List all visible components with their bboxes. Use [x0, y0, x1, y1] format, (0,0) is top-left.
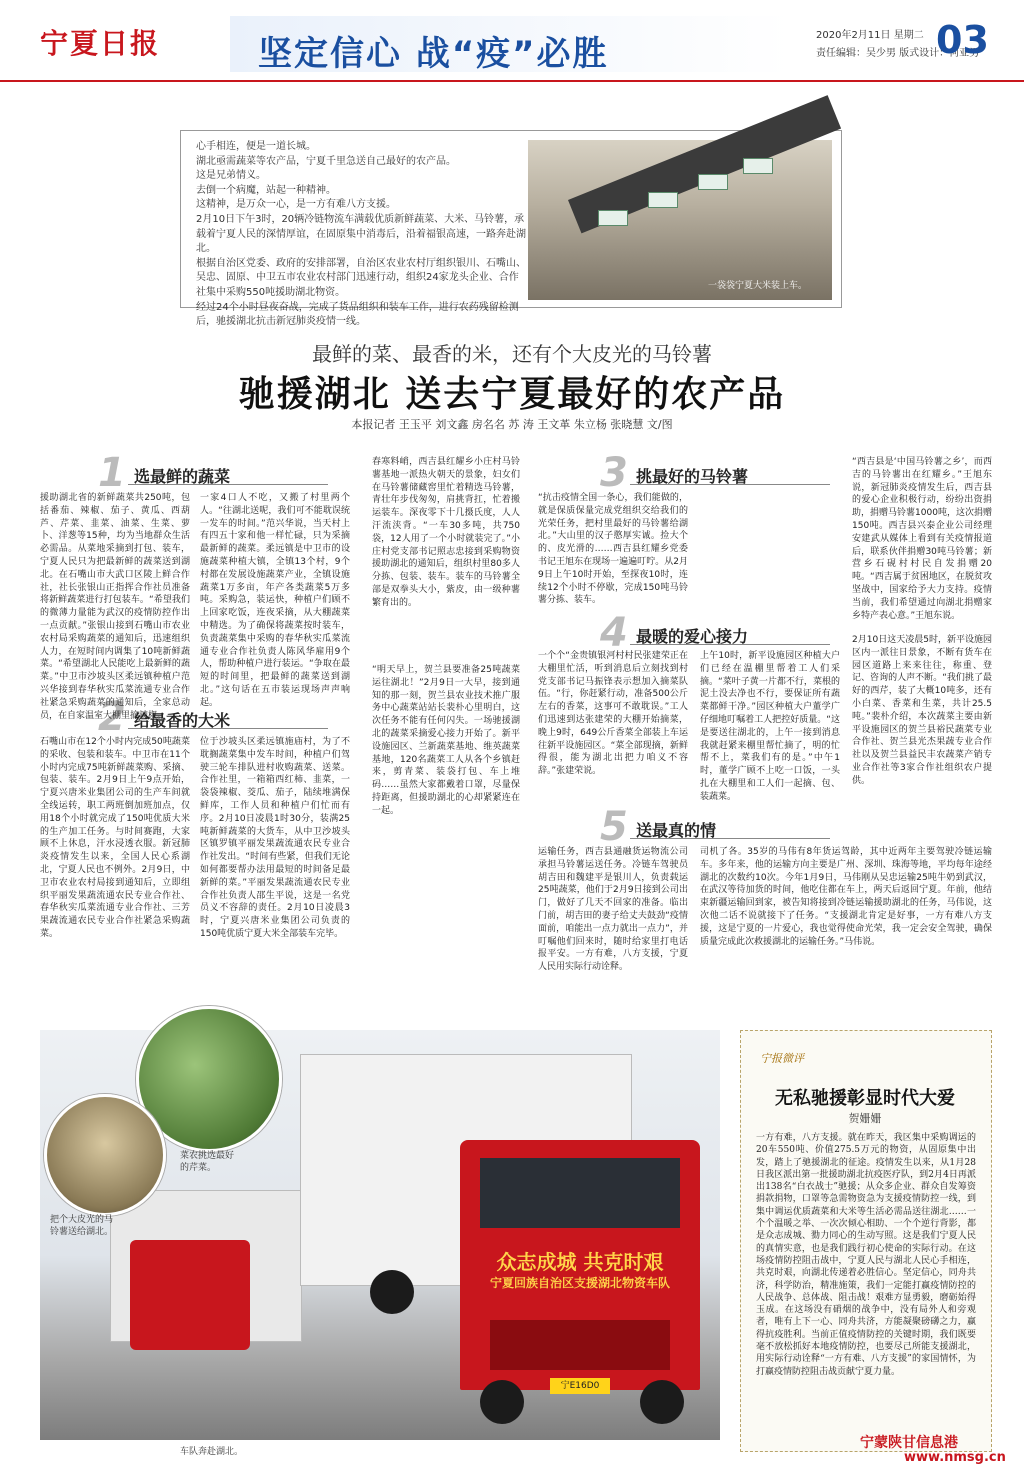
photo-caption: 车队奔赴湖北。 [180, 1447, 244, 1457]
truck-wheel [640, 1380, 684, 1424]
truck-wheel [480, 1380, 524, 1424]
watermark-title: 宁蒙陕甘信息港 [860, 1435, 958, 1451]
truck-wheel [370, 1270, 414, 1314]
commentary-text: 一方有难，八方支援。就在昨天，我区集中采购调运的20车550吨、价值275.5万元的物资，从固原集中出发，踏上了驰援湖北的征途。疫情发生以来，从1月28日我区派出第一批援助湖北抗疫医疗队，到2月4日再派出138名“白衣战士”驰援；从众多企业、群众自发筹资捐款捐物，口罩等急需物资急为支援疫情防控一线，到集中调运优质蔬菜和大米等生活必需品送往湖北……一个个温暖之举、一次次倾心相助、一个个逆行背影，都是众志成城、勠力同心的生动写照。这是我们宁夏人民的真情实意，也是我们践行初心使命的实际行动。在这场疫情防控阻击战中，宁夏人民与湖北人民心手相连，共克时艰，向湖北传递着必胜信心。坚定信心，同舟共济，科学防治，精准施策，我们一定能打赢疫情防控的人民战争、总体战、阻击战！艰难方显勇毅，磨砺始得玉成。在这场没有硝烟的战争中，没有局外人和旁观者，唯有上下一心、同舟共济，方能凝聚磅礴之力，赢得抗疫胜利。当前正值疫情防控的关键时期，我们既要毫不放松抓好本地疫情防控，也要尽己所能支援湖北，用实际行动诠释“一方有难、八方支援”的家国情怀，为打赢疫情防控阻击战贡献宁夏力量。 [756, 1133, 976, 1377]
section-title: 选最鲜的蔬菜 [134, 467, 231, 486]
photo-caption: 菜农挑选最好的芹菜。 [180, 1151, 235, 1173]
newspaper-logo: 宁夏日报 [40, 27, 161, 60]
conveyor-photo [528, 140, 832, 300]
section-rule [128, 728, 328, 729]
article-byline: 本报记者 王玉平 刘文鑫 房名名 苏 涛 王文革 朱立杨 张晓慧 文/图 [351, 418, 673, 431]
commentary-title: 无私驰援彰显时代大爱 [775, 1088, 955, 1109]
section-number: 1 [98, 450, 126, 496]
rice-bag [598, 210, 628, 226]
section-rule [630, 484, 830, 485]
article-subhead: 最鲜的菜、最香的米，还有个大皮光的马铃薯 [312, 342, 712, 366]
photo-caption: 一袋袋宁夏大米装上车。 [708, 281, 808, 291]
potato-worker-photo [44, 1094, 166, 1216]
section-head [600, 610, 840, 656]
rear-truck-cab [130, 1240, 250, 1350]
page-banner-title: 坚定信心 战“疫”必胜 [258, 34, 609, 74]
section-title: 最暖的爱心接力 [636, 627, 749, 646]
intro-line: 去倒一个病魔，站起一种精神。 [196, 184, 336, 196]
section-head [98, 450, 338, 496]
article-column: “抗击疫情全国一条心，我们能做的，就是保质保量完成党组织交给我们的光荣任务，把村里最好的马铃薯给湖北。”大山里的汉子憨厚实诚。捡大个的、皮光滑的……西吉县红耀乡党委书记王旭东在现场一遍遍叮咛。从2月9日上午10时开始，至探夜10时，连续12个小时不停歇，完成150吨马铃薯分拣、装车。 [538, 493, 688, 606]
commentary-tag: 宁报微评 [760, 1052, 804, 1065]
intro-line: 心手相连，便是一道长城。 [196, 141, 316, 152]
section-title: 送最真的情 [636, 821, 717, 840]
article-headline: 驰援湖北 送去宁夏最好的农产品 [238, 374, 786, 415]
article-column: “明天早上，贺兰县要准备25吨蔬菜运往湖北！”2月9日一大早，接到通知的那一刻，贺兰县农业技术推广服务中心蔬菜站站长裴朴心里明白，这次任务不能有任何闪失。一场驰援湖北的蔬菜采摘爱心接力开始了。新平设施园区、兰新蔬菜基地、维英蔬菜基地，120名蔬菜工人从各个乡镇赶来，剪青菜、装袋打包、车上堆码……虽然大家都戴着口罩，尽量保持距离，但援助湖北的心却紧紧连在一起。 [372, 665, 520, 816]
article-column: 2月10日这天凌晨5时，新平设施园区内一派往日景象，不断有货车在园区道路上来来往往，称重、登记、咨询的人声不断。“我们挑了最好的西芹，装了大概10吨多，还有小白菜、香菜和生菜，共计25.5吨。”裴朴介绍，本次蔬菜主要由新平设施园区的贺兰县裕民蔬菜专业合作社、贺兰县光杰果蔬专业合作社以及贺兰县益民丰农蔬菜产销专业合作社等3家合作社组织农户提供。 [852, 635, 992, 786]
page-number: 03 [936, 18, 989, 62]
article-column: 上午10时，新平设施园区种植大户们已经在温棚里帮着工人们采摘。“菜叶子黄一片都不行，菜根的泥土没去净也不行，要保证所有蔬菜都鲜干净。”园区种植大户董学广仔细地叮嘱着工人把控好质量。“这是要送往湖北的，上午一接到消息我就赶紧来棚里帮忙摘了，明的忙帮不上，菜我们有的是。”中午1时，董学广顾不上吃一口饭，一头扎在大棚里和工人们一起摘、包、装蔬菜。 [700, 651, 840, 802]
intro-line: 2月10日下午3时，20辆冷链物流车满载优质新鲜蔬菜、大米、马铃薯，承载着宁夏人民的深情厚谊，在固原集中消毒后，沿着福银高速，一路奔赴湖北。 [196, 213, 526, 255]
article-column: 一家4口人不吃，又搬了村里两个人。“往湖北送呢，我们可不能耽误统一发车的时间。”范兴华说，当天村上有四五十家和他一样忙碌，只为采摘最新鲜的蔬菜。柔远镇是中卫市的设施蔬菜种植大镇，全镇13个村，9个村都在发展设施蔬菜产业，全镇设施蔬菜1万多亩，年产各类蔬菜5万多吨。采购急，装运快，种植户们顾不上回家吃饭，连夜采摘，从大棚蔬菜中精选。为了确保将蔬菜按时装车，负责蔬菜集中采购的春华秋实瓜菜流通专业合作社负责人陈风华雇用9个人，帮助种植户进行装运。“争取在最短的时间里，把最鲜的蔬菜送到湖北。”这句话在五市装运现场声声响起。 [200, 493, 350, 708]
intro-line: 这是兄弟情义。 [196, 170, 266, 182]
section-head [600, 804, 840, 850]
section-title: 给最香的大米 [134, 711, 231, 730]
article-column: 石嘴山市在12个小时内完成50吨蔬菜的采收、包装和装车。中卫市在11个小时内完成75吨新鲜蔬菜购、采摘、包装、装车。2月9日上午9点开始，宁夏兴唐米业集团公司的生产车间就全线运转，职工两班倒加班加点，仅用18个小时就完成了150吨优质大米的生产加工任务。与时间赛跑，大家顾不上休息，汗水浸透衣服。新冠肺炎疫情发生以来，全国人民心系湖北，宁夏人民也不例外。2月9日，中卫市农业农村局接到通知后，立即组织平丽发果蔬流通农民专业合作社、春华秋实瓜菜流通专业合作社、三芳果蔬流通农民专业合作社紧急采购蔬菜。 [40, 737, 190, 939]
article-column: “西吉县是‘中国马铃薯之乡’，而西吉的马铃薯出在红耀乡。”王旭东说，新冠肺炎疫情发生后，西吉县的爱心企业积极行动，纷纷出资捐助，捐赠马铃薯1000吨，这次捐赠150吨。西吉县兴泰企业公司经理安建武从媒体上看到有关疫情报道后，联系伙伴捐赠30吨马铃薯；新营乡石砚村村民自发捐赠20吨。“西吉属于贫困地区，在脱贫攻坚战中，国家给予大力支持。疫情当前，我们希望通过向湖北捐赠家乡特产表心意。”王旭东说。 [852, 457, 992, 621]
commentary-author: 贺姗姗 [848, 1112, 882, 1125]
section-head [600, 450, 840, 496]
intro-text [196, 140, 526, 330]
rice-bag [648, 192, 678, 208]
intro-line: 根据自治区党委、政府的安排部署，自治区农业农村厅组织银川、石嘴山、吴忠、固原、中卫五市农业农村部门迅速行动，组织24家龙头企业、合作社集中采购550吨援助湖北物资。 [196, 257, 526, 298]
section-number: 2 [98, 694, 126, 740]
intro-line: 这精神，是万众一心，是一方有难八方支援。 [196, 199, 396, 211]
section-rule [630, 644, 830, 645]
truck-banner-main: 众志成城 共克时艰 [496, 1250, 664, 1274]
section-rule [630, 838, 830, 839]
watermark-url: www.nmsg.cn [904, 1450, 1006, 1465]
rice-bag [743, 158, 773, 174]
truck-windshield [480, 1158, 680, 1228]
editor-credits: 责任编辑：吴少男 版式设计：何亚男 [816, 48, 980, 59]
article-column: 司机了各。35岁的马伟有8年货运驾龄，其中近两年主要驾驶冷链运输车。多年来，他的运输方向主要是广州、深圳、珠海等地，平均每年途经湖北的次数约10次。今年1月9日，马伟刚从吴忠运输25吨牛奶到武汉，在武汉等待加货的时间，他吃住都在车上，两天后返回宁夏。年前，他结束新疆运输回到家，被告知将接到冷链运输援助湖北的任务，马伟说，这次他二话不说就接下了任务。“支援湖北肯定是好事，一方有难八方支援，这是宁夏的一片爱心，我也觉得使命光荣，我一定会安全驾驶，确保质量完成此次救援湖北的运输任务。”马伟说。 [700, 847, 992, 947]
truck-grill [490, 1320, 670, 1370]
article-column: 春寒料峭，西吉县红耀乡小庄村马铃薯基地一派热火朝天的景象，妇女们在马铃薯储藏窖里忙着精选马铃薯，青壮年步伐匆匆，肩挑背扛，忙着搬运装车。深夜零下十几摄氏度，人人汗流浃背。“一车30多吨，共750袋，12人用了一个小时就装完了。”小庄村党支部书记照志忠接到采购物资援助湖北的通知后，组织村里80多人分拣、包装、装车。装车的马铃薯全部是双拳头大小，紫皮，由一级种薯繁育出的。 [372, 457, 520, 608]
section-number: 3 [600, 450, 628, 496]
article-column: 运输任务，西吉县通融货运物流公司承担马铃薯运送任务。冷链车驾驶员胡吉田和魏建平是银川人，负责载运25吨蔬菜，他们于2月9日接到公司出门，做好了几天不回家的准备。临出门前，胡吉田的妻子给丈夫鼓劲“疫情面前，咱能出一点力就出一点力”，并叮嘱他们回来时，随时给家里打电话报平安。一方有难，八方支援，宁夏人民用实际行动诠释。 [538, 847, 688, 973]
license-plate: 宁E16D0 [550, 1378, 610, 1394]
rice-bag [698, 174, 728, 190]
section-number: 5 [600, 804, 628, 850]
section-rule [128, 484, 328, 485]
intro-line: 经过24个小时昼夜奋战，完成了货品组织和装车工作，进行农药残留检测后，驰援湖北抗击新冠肺炎疫情一线。 [196, 301, 519, 328]
dateline: 2020年2月11日 星期二 [816, 30, 924, 41]
article-column: 一个个“金贵镇银河村村民张建荣正在大棚里忙活，听到消息后立刻找到村党支部书记马振锋表示想加入摘菜队伍。“行，你赶紧行动，准备500公斤左右的香菜，这事可不敢耽误。”工人们迅速到达张建荣的大棚开始摘菜，晚上9时，649公斤香菜全部装上车运往新平设施园区。“菜全部现摘，新鲜得很，能为湖北出把力咱义不容辞。”张建荣说。 [538, 651, 688, 777]
article-column: 位于沙坡头区柔远镇施庙村，为了不耽搁蔬菜集中发车时间，种植户们驾驶三轮车排队进村收购蔬菜、送菜。合作社里，一箱箱西红柿、韭菜，一袋袋辣椒、茭瓜、茄子，陆续堆满保鲜库，工作人员和种植户们忙而有序。2月10日凌晨1时30分，装满25吨新鲜蔬菜的大货车，从中卫沙坡头区镇罗镇平丽发果蔬流通农民专业合作社发出。“时间有些紧，但我们无论如何都要帮办法用最短的时间备足最新鲜的菜。”平丽发果蔬流通农民专业合作社负责人邵生平说，这是一名党员义不容辞的责任。2月10日凌晨3时，宁夏兴唐米业集团公司负责的150吨优质宁夏大米全部装车完毕。 [200, 737, 350, 939]
truck-banner-sub: 宁夏回族自治区支援湖北物资车队 [489, 1276, 670, 1290]
intro-line: 湖北亟需蔬菜等农产品，宁夏千里急送自己最好的农产品。 [196, 155, 456, 167]
photo-caption: 把个大皮光的马铃薯送给湖北。 [50, 1215, 114, 1237]
article-column: 援助湖北省的新鲜蔬菜共250吨，包括番茄、辣椒、茄子、黄瓜、西葫芦、芹菜、韭菜、油菜、生菜、萝卜、洋葱等15种，均为当地群众生活必需品。从菜地采摘到打包、装车，宁夏人民只为把最新鲜的蔬菜送到湖北。在石嘴山市大武口区陵上鲜合作社，社长张银山正指挥合作社员准备将新鲜蔬菜进行打包装车。“希望我们的微薄力量能为武汉的疫情防控作出一点贡献。”张银山接到石嘴山市农业农村局采购蔬菜的通知后，迅速组织人力，在短时间内调集了10吨新鲜蔬菜。“希望湖北人民能吃上最新鲜的蔬菜。”中卫市沙坡头区柔远镇种植户范兴华接到春华秋实瓜菜流通专业合作社紧急采购蔬菜的通知后，全家总动员，在自家温室大棚里摘辣椒。 [40, 493, 190, 721]
section-title: 挑最好的马铃薯 [636, 467, 749, 486]
section-number: 4 [600, 610, 628, 656]
